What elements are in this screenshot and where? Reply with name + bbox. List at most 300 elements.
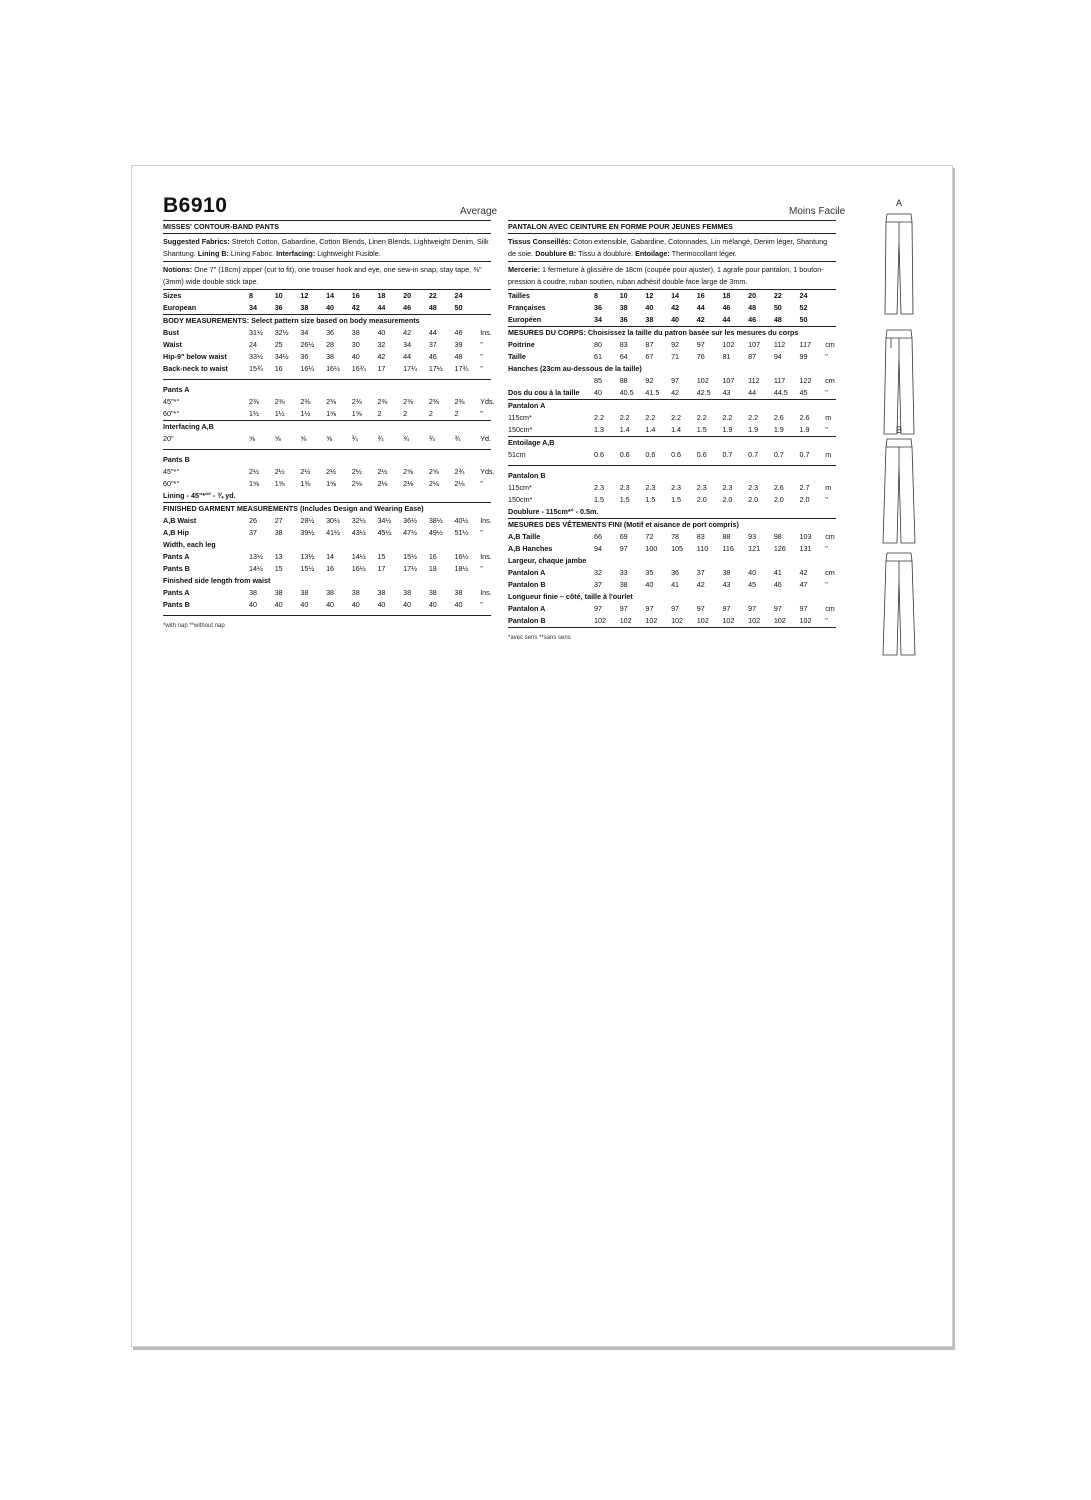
table-cell: 38 xyxy=(351,328,360,337)
row-label: Taille xyxy=(508,352,526,361)
table-row xyxy=(163,408,491,420)
table-cell: 38 xyxy=(428,588,437,597)
table-cell: 46 xyxy=(773,580,782,589)
table-cell: 93 xyxy=(748,532,757,541)
unit-label: " xyxy=(480,364,483,373)
table-cell: 103 xyxy=(799,532,812,541)
width-title: Width, each leg xyxy=(163,540,216,549)
unit-label xyxy=(480,290,494,302)
table-cell: 61 xyxy=(594,352,602,361)
table-cell: 105 xyxy=(671,544,684,553)
table-cell: 14 xyxy=(326,552,335,561)
table-cell: 83 xyxy=(696,532,705,541)
table-cell: 15 xyxy=(274,564,283,573)
table-cell: 34½ xyxy=(274,352,289,361)
leg-width-table xyxy=(163,551,491,575)
table-cell: 98 xyxy=(773,532,782,541)
table-row xyxy=(163,327,491,339)
table-cell: 45 xyxy=(799,388,808,397)
table-cell: 1½ xyxy=(249,409,259,418)
suggested-fabrics: Suggested Fabrics: Stretch Cotton, Gabardine, Cotton Blends, Linen Blends, Lightweight Denim, Silk Shantung. Lining B: Lining Fabric. Interfacing: Lightweight Fusible. xyxy=(163,237,489,258)
table-cell: 35 xyxy=(645,568,654,577)
table-cell: 97 xyxy=(671,604,680,613)
table-cell: 2½ xyxy=(377,467,388,476)
table-cell: 46 xyxy=(454,328,463,337)
unit-label: cm xyxy=(825,340,835,349)
table-cell: 33 xyxy=(619,568,628,577)
row-label: Poitrine xyxy=(508,340,535,349)
table-row xyxy=(163,515,491,527)
table-cell: 97 xyxy=(645,604,654,613)
table-cell: 2.2 xyxy=(748,413,759,422)
table-cell: 10 xyxy=(619,291,628,300)
table-row xyxy=(163,290,491,302)
table-cell: 16¾ xyxy=(351,364,366,373)
table-cell: 1.9 xyxy=(773,425,784,434)
table-cell: 1⅝ xyxy=(326,479,337,488)
table-cell: 24 xyxy=(454,291,463,300)
row-label: Bust xyxy=(163,328,179,337)
table-cell: 25 xyxy=(274,340,283,349)
table-cell: 32 xyxy=(377,340,386,349)
table-cell: 38 xyxy=(274,588,283,597)
row-label xyxy=(508,375,594,387)
table-cell: 2.6 xyxy=(773,413,784,422)
table-cell: 97 xyxy=(696,604,705,613)
unit-label: Ins. xyxy=(480,588,492,597)
table-cell: 102 xyxy=(696,376,709,385)
table-cell: 0.7 xyxy=(799,450,810,459)
table-cell: 2 xyxy=(454,409,459,418)
row-label: A,B Hanches xyxy=(508,544,553,553)
table-cell: 37 xyxy=(428,340,437,349)
table-row xyxy=(508,387,836,399)
unit-label: " xyxy=(480,528,483,537)
garment-title: MISSES' CONTOUR-BAND PANTS xyxy=(163,222,280,231)
finished-measurements-table-fr xyxy=(508,531,836,555)
table-row xyxy=(508,567,836,579)
unit-label: cm xyxy=(825,532,835,541)
table-cell: 0.6 xyxy=(594,450,604,459)
table-cell: 38 xyxy=(274,528,283,537)
table-cell: 38½ xyxy=(428,516,443,525)
table-cell: 40 xyxy=(428,600,437,609)
table-cell: 0.6 xyxy=(671,450,682,459)
table-cell: 97 xyxy=(619,604,628,613)
table-cell: ¾ xyxy=(351,434,358,443)
row-label: A,B Waist xyxy=(163,516,197,525)
view-a-label: A xyxy=(895,198,902,208)
row-label: 115cm* xyxy=(508,483,532,492)
table-cell: 66 xyxy=(594,532,602,541)
table-cell: 40 xyxy=(748,568,757,577)
table-cell: 1⅝ xyxy=(300,479,311,488)
unit-label: " xyxy=(825,495,828,504)
table-cell: 1.9 xyxy=(722,425,733,434)
table-cell: 0.7 xyxy=(773,450,784,459)
unit-label: " xyxy=(825,388,828,397)
table-cell: 97 xyxy=(773,604,782,613)
table-cell: 1.4 xyxy=(671,425,682,434)
table-cell: 36 xyxy=(326,328,335,337)
table-cell: 117 xyxy=(773,376,786,385)
table-cell: 121 xyxy=(748,544,761,553)
unit-label: " xyxy=(480,600,483,609)
unit-label: " xyxy=(825,352,828,361)
table-cell: 17¼ xyxy=(403,364,418,373)
table-cell: 48 xyxy=(454,352,463,361)
table-cell: 85 xyxy=(594,376,602,385)
table-cell: 46 xyxy=(403,303,412,312)
table-cell: 72 xyxy=(645,532,654,541)
table-cell: 39½ xyxy=(300,528,315,537)
unit-label: cm xyxy=(825,376,835,385)
table-cell: 10 xyxy=(274,291,283,300)
table-cell: 48 xyxy=(773,315,782,324)
table-cell: 0.7 xyxy=(722,450,733,459)
table-cell: 2.2 xyxy=(696,413,707,422)
table-cell: ⅝ xyxy=(274,434,281,443)
table-cell: 32 xyxy=(594,568,602,577)
table-cell: 12 xyxy=(300,291,309,300)
table-cell: 30 xyxy=(351,340,360,349)
table-cell: 1.5 xyxy=(696,425,707,434)
table-cell: 122 xyxy=(799,376,812,385)
width-title-fr: Largeur, chaque jambe xyxy=(508,556,587,565)
table-cell: 16¼ xyxy=(300,364,315,373)
unit-label: " xyxy=(825,544,828,553)
table-cell: 2⅛ xyxy=(428,479,439,488)
table-cell: 97 xyxy=(696,340,705,349)
unit-label: " xyxy=(480,409,483,418)
table-cell: 2.3 xyxy=(696,483,707,492)
table-cell: 46 xyxy=(428,352,437,361)
table-row xyxy=(508,482,836,494)
sizes-table xyxy=(163,290,491,314)
table-row xyxy=(163,478,491,490)
body-measurements-table xyxy=(163,327,491,375)
table-row xyxy=(508,412,836,424)
footnote-fr: *avec sens **sans sens xyxy=(508,635,571,641)
table-cell: 117 xyxy=(799,340,811,349)
table-cell: 102 xyxy=(722,616,735,625)
table-cell: ⅝ xyxy=(300,434,307,443)
table-cell: 42 xyxy=(696,315,705,324)
table-cell: 44 xyxy=(428,328,437,337)
table-cell: 2.2 xyxy=(619,413,630,422)
table-cell: 80 xyxy=(594,340,602,349)
table-cell: 2⅛ xyxy=(454,479,465,488)
table-cell: 2.2 xyxy=(671,413,682,422)
table-cell: 102 xyxy=(619,616,632,625)
table-cell: 2⅛ xyxy=(403,479,414,488)
table-cell: 26 xyxy=(249,516,257,525)
row-label: Pantalon A xyxy=(508,604,546,613)
table-cell: 38 xyxy=(722,568,731,577)
table-cell: 36 xyxy=(274,303,283,312)
row-label: Tailles xyxy=(508,291,530,300)
table-cell: 40 xyxy=(351,600,360,609)
row-label: 150cm* xyxy=(508,425,533,434)
table-cell: 22 xyxy=(773,291,782,300)
table-row xyxy=(163,351,491,363)
table-cell: 42 xyxy=(351,303,360,312)
table-cell: 34 xyxy=(403,340,412,349)
table-cell: 38 xyxy=(619,580,628,589)
table-cell: 24 xyxy=(799,291,808,300)
table-cell: ¾ xyxy=(403,434,410,443)
table-cell: 18 xyxy=(722,291,731,300)
unit-label: " xyxy=(480,352,483,361)
table-cell: 131 xyxy=(799,544,812,553)
table-cell: 2.6 xyxy=(799,413,810,422)
table-cell: 40 xyxy=(326,303,335,312)
table-cell: 46 xyxy=(748,315,757,324)
table-cell: 97 xyxy=(722,604,731,613)
table-cell: 44 xyxy=(403,352,412,361)
table-cell: 8 xyxy=(249,291,253,300)
table-row xyxy=(508,314,836,326)
table-cell: 2.0 xyxy=(748,495,759,504)
sizes-table-fr xyxy=(508,290,836,326)
table-cell: 40 xyxy=(645,303,654,312)
table-cell: 40.5 xyxy=(619,388,634,397)
table-row xyxy=(508,531,836,543)
table-cell: 2⅜ xyxy=(249,397,259,406)
unit-label: m xyxy=(825,483,832,492)
table-cell: 43½ xyxy=(351,528,366,537)
pants-b-yardage xyxy=(163,466,495,490)
table-cell: 36 xyxy=(671,568,680,577)
entoilage-yardage xyxy=(508,449,836,461)
table-cell: 2⅜ xyxy=(428,397,439,406)
table-cell: 47½ xyxy=(403,528,418,537)
table-cell: 17½ xyxy=(403,564,418,573)
table-cell: 2⅝ xyxy=(403,467,414,476)
table-cell: 16½ xyxy=(351,564,366,573)
table-cell: 15½ xyxy=(300,564,315,573)
table-cell: 16 xyxy=(696,291,705,300)
table-cell: 97 xyxy=(799,604,808,613)
table-row xyxy=(163,339,491,351)
table-cell: 92 xyxy=(671,340,680,349)
row-label: 60"*° xyxy=(163,479,180,488)
table-cell: 116 xyxy=(722,544,734,553)
table-cell: 2⅜ xyxy=(274,397,285,406)
table-cell: 34 xyxy=(300,328,309,337)
unit-label xyxy=(825,302,839,314)
table-cell: 2½ xyxy=(351,467,362,476)
table-cell: 47 xyxy=(799,580,808,589)
table-cell: 110 xyxy=(696,544,709,553)
row-label: Françaises xyxy=(508,303,546,312)
table-cell: 0.6 xyxy=(619,450,630,459)
table-cell: 40 xyxy=(671,315,680,324)
table-cell: 2½ xyxy=(249,467,259,476)
table-row xyxy=(508,603,836,615)
table-cell: 0.6 xyxy=(645,450,656,459)
table-cell: 49½ xyxy=(428,528,443,537)
table-cell: 41.5 xyxy=(645,388,660,397)
table-cell: 71 xyxy=(671,352,680,361)
table-cell: 36½ xyxy=(403,516,418,525)
table-row xyxy=(163,466,495,478)
unit-label: m xyxy=(825,450,832,459)
row-label: Back-neck to waist xyxy=(163,364,228,373)
table-cell: 2.0 xyxy=(799,495,810,504)
table-cell: 102 xyxy=(773,616,786,625)
difficulty-level-en: Average xyxy=(460,206,498,217)
table-cell: 38 xyxy=(326,352,335,361)
row-label: A,B Taille xyxy=(508,532,541,541)
table-cell: 48 xyxy=(428,303,437,312)
row-label: Pants A xyxy=(163,588,190,597)
table-cell: 37 xyxy=(594,580,602,589)
body-measurements-title-fr: MESURES DU CORPS: Choisissez la taille du patron basée sur les mesures du corps xyxy=(508,328,799,337)
table-cell: 44.5 xyxy=(773,388,788,397)
table-cell: 87 xyxy=(748,352,757,361)
table-row xyxy=(508,339,836,351)
table-cell: 1.4 xyxy=(619,425,630,434)
table-cell: 2.2 xyxy=(645,413,656,422)
body-measurements-table-fr xyxy=(508,339,836,363)
table-cell: 40 xyxy=(249,600,257,609)
table-cell: 14½ xyxy=(351,552,366,561)
table-cell: 1⅝ xyxy=(249,479,259,488)
table-cell: 69 xyxy=(619,532,628,541)
row-label: 45"*° xyxy=(163,397,180,406)
row-label: Pants B xyxy=(163,600,190,609)
table-cell: 36 xyxy=(619,315,628,324)
footnote: *with nap **without nap xyxy=(163,623,225,629)
table-cell: 44 xyxy=(722,315,731,324)
notions-fr: Mercerie: 1 fermeture à glissière de 18cm (coupée pour ajuster), 1 agrafe pour pantalon, 1 bouton-pression à coudre, ruban soutien, ruban adhésif double face large de 3mm. xyxy=(508,265,824,286)
table-cell: 112 xyxy=(773,340,786,349)
pants-a-yardage xyxy=(163,396,495,420)
table-cell: 40 xyxy=(377,600,386,609)
table-cell: 2.3 xyxy=(748,483,759,492)
row-label: Européen xyxy=(508,315,542,324)
table-cell: 97 xyxy=(594,604,602,613)
table-cell: 40 xyxy=(351,352,360,361)
pantalon-b-yardage xyxy=(508,482,836,506)
table-cell: 102 xyxy=(645,616,658,625)
table-row xyxy=(163,363,491,375)
table-cell: 1½ xyxy=(300,409,311,418)
table-cell: 99 xyxy=(799,352,808,361)
table-cell: 112 xyxy=(748,376,760,385)
table-cell: 2⅛ xyxy=(377,479,388,488)
table-row xyxy=(163,599,491,611)
unit-label xyxy=(825,290,839,302)
unit-label: m xyxy=(825,413,832,422)
table-cell: 2.3 xyxy=(671,483,682,492)
view-b-sketches xyxy=(879,425,919,665)
table-cell: 1.9 xyxy=(748,425,759,434)
table-cell: 42 xyxy=(671,388,680,397)
table-cell: 15½ xyxy=(403,552,418,561)
table-row xyxy=(163,527,491,539)
table-cell: 20 xyxy=(748,291,757,300)
table-cell: 2⅜ xyxy=(377,397,388,406)
table-cell: 2.3 xyxy=(722,483,733,492)
table-cell: 18 xyxy=(428,564,437,573)
table-cell: 13 xyxy=(274,552,283,561)
row-label: Pantalon A xyxy=(508,568,546,577)
table-row xyxy=(508,449,836,461)
table-row xyxy=(508,351,836,363)
table-cell: 40 xyxy=(645,580,654,589)
table-row xyxy=(508,543,836,555)
row-label: Sizes xyxy=(163,291,182,300)
row-label: 150cm* xyxy=(508,495,533,504)
table-row xyxy=(508,424,836,436)
table-cell: 64 xyxy=(619,352,628,361)
row-label: 60"*° xyxy=(163,409,180,418)
unit-label: " xyxy=(480,340,483,349)
table-cell: 16½ xyxy=(454,552,469,561)
table-cell: 40 xyxy=(377,328,386,337)
table-cell: 97 xyxy=(619,544,628,553)
table-row xyxy=(163,433,491,445)
table-cell: 51½ xyxy=(454,528,469,537)
table-cell: ⅝ xyxy=(326,434,333,443)
finished-measurements-title-fr: MESURES DES VÊTEMENTS FINI (Motif et aisance de port compris) xyxy=(508,520,739,529)
table-cell: 40 xyxy=(403,600,412,609)
table-cell: 38 xyxy=(403,588,412,597)
table-cell: 30½ xyxy=(326,516,341,525)
table-cell: 27 xyxy=(274,516,283,525)
table-cell: 20 xyxy=(403,291,412,300)
interfacing-yardage xyxy=(163,433,491,445)
body-measurements-title: BODY MEASUREMENTS: Select pattern size based on body measurements xyxy=(163,316,420,325)
pantalon-a-yardage xyxy=(508,412,836,436)
row-label: A,B Hip xyxy=(163,528,189,537)
table-cell: 40 xyxy=(274,600,283,609)
table-cell: 67 xyxy=(645,352,654,361)
table-cell: 81 xyxy=(722,352,731,361)
view-a-pants-icon xyxy=(879,208,919,438)
table-cell: 2.7 xyxy=(799,483,810,492)
table-row xyxy=(508,579,836,591)
table-cell: 40 xyxy=(454,600,463,609)
table-cell: 50 xyxy=(454,303,463,312)
table-cell: 1½ xyxy=(274,409,285,418)
table-cell: 44 xyxy=(377,303,386,312)
table-cell: 15¾ xyxy=(249,364,263,373)
table-cell: 94 xyxy=(773,352,782,361)
table-row xyxy=(163,396,495,408)
table-cell: 102 xyxy=(671,616,684,625)
table-cell: 39 xyxy=(454,340,463,349)
view-a-sketches xyxy=(879,198,919,443)
table-cell: 2½ xyxy=(274,467,285,476)
table-cell: 1⅝ xyxy=(326,409,337,418)
pantalon-b-title: Pantalon B xyxy=(508,471,546,480)
table-cell: 18 xyxy=(377,291,386,300)
unit-label: Yds. xyxy=(480,467,495,476)
unit-label xyxy=(825,314,839,326)
table-cell: 32½ xyxy=(351,516,366,525)
table-cell: 42 xyxy=(696,580,705,589)
table-cell: 102 xyxy=(748,616,761,625)
table-cell: 97 xyxy=(748,604,757,613)
suggested-fabrics-fr: Tissus Conseillés: Coton extensible, Gabardine, Cotonnades, Lin mélangé, Denim léger, Shantung de soie. Doublure B: Tissu à doublure. Entoilage: Thermocollant léger. xyxy=(508,237,828,258)
unit-label: " xyxy=(825,425,828,434)
row-label: Pants A xyxy=(163,552,190,561)
table-cell: 40½ xyxy=(454,516,469,525)
table-cell: 1.5 xyxy=(594,495,604,504)
